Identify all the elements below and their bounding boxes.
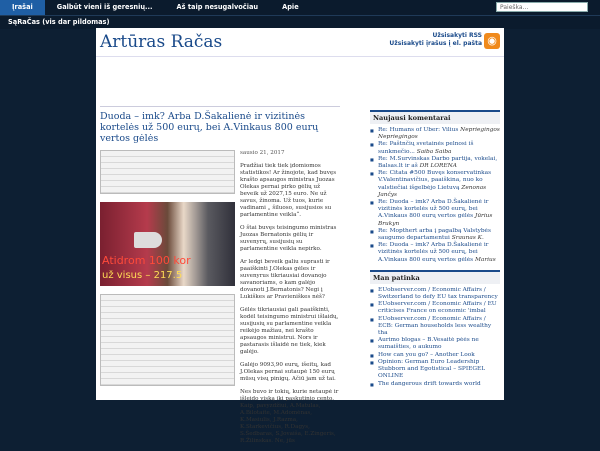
tab-sarasas[interactable]: SąRaČas (vis dar pildomas) [8, 18, 110, 26]
link-item[interactable]: ■ EUobserver.com / Economic Affairs / ECB: German households less wealthy tha [370, 316, 500, 338]
paragraph: Gėlės tikriausiai gali paaiškinti, kodėl teisingumo ministrui išlaidų, susijusių su parlamentine veikla reikėjo mažiau, nei krašto apsaugos ministrui. Nors ir pastarasis išlaidė ne tiek, kiek galėjo. [240, 307, 339, 355]
sidebar [370, 110, 500, 394]
paragraph: Nes buvo ir tokių, kurie netaupė ir išleido viską iki paskutinio cento. Kaip, pavyzdžiui, A.Matulas, A.Bilotaite, M.Adomėnas, K.Masiulis, J.Razma, K.Starkevičius, R.Dagys, S.Šedbaras, S.Jovaiša, E.Zingeris, R.Žilinskas. Ne, jūs [240, 389, 339, 444]
post-text [240, 150, 340, 451]
paragraph: Ar ledgi beveik galiu suprasti ir paaiškinti J.Olekas gėles ir suvenyrus tikriausiai dovanojo savanoriams, o kam galėjo dovanoti J.Bernatonis? Negi į Lukiškes ar Pravieniškes nėš? [240, 259, 330, 300]
tab-galbut[interactable]: Galbūt vieni iš geresnių... [56, 3, 153, 11]
link-item[interactable]: ■ EUobserver.com / Economic Affairs / EU criticises France on economic 'imbal [370, 301, 500, 315]
protest-photo [100, 202, 235, 286]
link-item[interactable]: ■ The dangerous drift towards world [370, 381, 500, 388]
megaphone-image [134, 232, 162, 248]
paragraph: Galėjo 9093,90 eurų, išeitų, kad J.Olekas pernai sutaupė 150 eurų mūsų visų pinigų. Ačiū jam už tai. [240, 362, 336, 382]
comment-item[interactable]: ■ Re: Humans of Uber: Vilius Nepriegingos Nepriegingos [370, 127, 500, 141]
widget-title: Naujausi komentarai [370, 110, 500, 124]
rss-links [389, 32, 482, 48]
comment-item[interactable]: ■ Re: Paštnčių svetainės pelnosi iš sunkmečio... Saiba Saiba [370, 141, 500, 155]
widget-title: Man patinka [370, 270, 500, 284]
link-item[interactable]: ■ EUobserver.com / Economic Affairs / Switzerland to defy EU tax transparency [370, 287, 500, 301]
tab-as-taip[interactable]: Aš taip nesugalvočiau [176, 3, 259, 11]
tab-apie[interactable]: Apie [282, 3, 299, 11]
link-item[interactable]: ■ Aurimo blogas – B.Vesaitė pėės ne sumaišties, o aukumo [370, 337, 500, 351]
expense-table-image [100, 150, 235, 194]
tab-irasai[interactable]: Įrašai [0, 0, 45, 15]
expense-table-image-2 [100, 294, 235, 386]
comment-item[interactable]: ■ Re: Mopthert arba į pagalbą Valstybės saugumo departamentui Sraunas K. [370, 228, 500, 242]
recent-comments-widget [370, 110, 500, 264]
post-date: sausio 21, 2017 [240, 150, 285, 156]
post-title[interactable]: Duoda – imk? Arba D.Šakalienė ir vizitinės kortelės už 500 eurų, bei A.Vinkaus 800 eurų vertos gėlės [100, 106, 340, 144]
comment-item[interactable]: ■ Re: Duoda – imk? Arba D.Šakalienė ir vizitinės kortelės už 500 eurų, bei A.Vinkaus 800 eurų vertos gėlės Jūrius Brukyn [370, 199, 500, 228]
search-input[interactable]: Paieška... [496, 2, 588, 12]
link-item[interactable]: ■ How can you go? – Another Look [370, 352, 500, 359]
photo-caption-1: Atidrom 100 kor [102, 254, 191, 267]
photo-caption-2: už visus – 217.5 [102, 270, 183, 281]
links-widget [370, 270, 500, 388]
comment-item[interactable]: ■ Re: M.Survinskas Darbo partija, vokelai, Balsas.lt ir aš DR LORENA [370, 156, 500, 170]
paragraph: O štai buvęs teisingumo ministras Juozas Bernatonis gėlių ir suvenyrų, susijusių su parlamentine veikla nepirko. [240, 225, 337, 252]
rss-icon[interactable]: ◉ [484, 33, 500, 49]
comment-item[interactable]: ■ Re: Duoda – imk? Arba D.Šakalienė ir vizitinės kortelės už 500 eurų, bei A.Vinkaus 800 eurų vertos gėlės Marius [370, 242, 500, 264]
rss-subscribe-link[interactable]: Užsisakyti RSS [432, 32, 482, 39]
post [100, 106, 340, 444]
top-navigation [0, 0, 600, 15]
link-item[interactable]: ■ Opinion: German Euro Leadership Stubborn and Egotistical – SPIEGEL ONLINE [370, 359, 500, 381]
paragraph: Pradžiai tiek tiek įdomiomos statistikos! Ar žinojote, kad buvęs krašto apsaugos ministras Juozas Olekas pernai pirko gėlių už beveik už 2027,15 euro. Ne už savus, žinoma. Už tuos, kurie vadinami „ šiluoso, susijusios su parlamentine veikla“. [240, 163, 337, 218]
post-images [100, 150, 235, 386]
email-subscribe-link[interactable]: Užsisakyti įrašus į el. pašta [389, 40, 482, 47]
comment-item[interactable]: ■ Re: Citata #500 Buvęs konservatinkas V.Valentinavičius, paaiškina, nuo ko valstiečiai išgelbėjo Lietuvą Zenonas Jančys [370, 170, 500, 199]
site-header [96, 28, 504, 57]
site-title[interactable]: Artūras Račas [100, 32, 223, 52]
sub-navigation [0, 15, 600, 29]
